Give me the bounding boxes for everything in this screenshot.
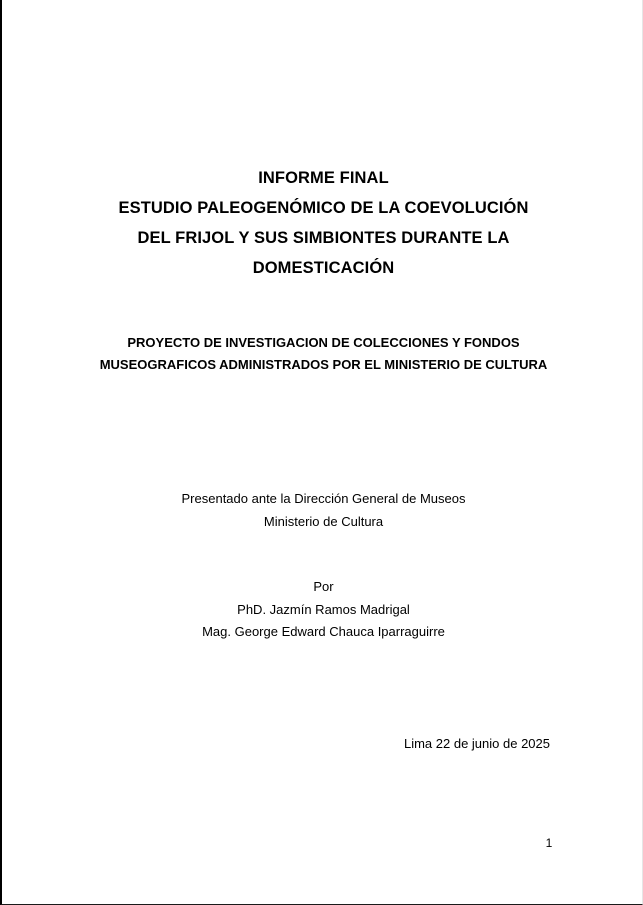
page-number: 1 (545, 836, 553, 850)
title-line: DOMESTICACIÓN (252, 259, 395, 277)
by-label: Por (313, 579, 334, 594)
project-subtitle (2, 332, 643, 376)
title-line: DEL FRIJOL Y SUS SIMBIONTES DURANTE LA (137, 229, 510, 247)
presented-line: Ministerio de Cultura (263, 513, 384, 529)
report-date: Lima 22 de junio de 2025 (403, 736, 550, 751)
presented-to (2, 488, 643, 533)
author-name: Mag. George Edward Chauca Iparraguirre (202, 624, 445, 639)
subtitle-line: PROYECTO DE INVESTIGACION DE COLECCIONES Y FONDOS (127, 335, 520, 350)
title-line: INFORME FINAL (258, 169, 389, 187)
subtitle-line: MUSEOGRAFICOS ADMINISTRADOS POR EL MINISTERIO DE CULTURA (99, 357, 548, 372)
title-line: ESTUDIO PALEOGENÓMICO DE LA COEVOLUCIÓN (118, 199, 529, 217)
report-title (2, 163, 643, 283)
authors-block (2, 576, 643, 644)
author-name: PhD. Jazmín Ramos Madrigal (237, 601, 410, 617)
presented-line: Presentado ante la Dirección General de Museos (181, 491, 466, 506)
